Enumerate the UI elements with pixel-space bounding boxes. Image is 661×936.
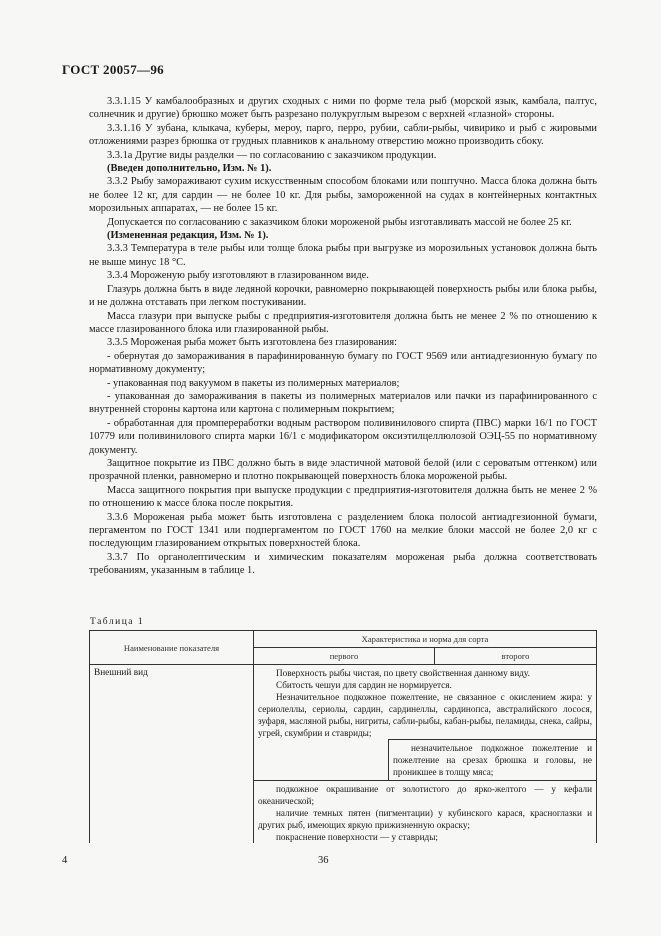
table-row-content [254,665,597,844]
paragraph: (Введен дополнительно, Изм. № 1). [107,163,272,175]
second-grade-cell [388,739,596,780]
paragraph: 3.3.7 По органолептическим и химическим показателям мороженая рыба должна соответствовать требованиям, указанным в таблице 1. [89,551,597,577]
table-caption: Таблица 1 [90,617,145,627]
document-body [89,95,597,578]
first-grade-line: наличие темных пятен (пигментации) у кубинского карася, красноглазки и других рыб, имеющих яркую прижизненную окраску; [258,808,592,830]
document-title: ГОСТ 20057—96 [62,62,164,77]
table-row-label: Внешний вид [90,665,254,844]
paragraph: 3.3.2 Рыбу замораживают сухим искусственным способом блоками или поштучно. Масса блока должна быть не более 12 кг, для сардин — не более 10 кг. Для рыбы, замороженной на судах в контейнерных контактных морозильных аппаратах, — не более 15 кг. [89,176,597,215]
paragraph: 3.3.1а Другие виды разделки — по согласованию с заказчиком продукции. [107,149,437,161]
paragraph: 3.3.3 Температура в теле рыбы или толще блока рыбы при выгрузке из морозильных установок должна быть не выше минус 18 °С. [89,243,597,268]
paragraph: - обернутая до замораживания в парафинированную бумагу по ГОСТ 9569 или антиадгезионную бумагу по нормативному документу; [89,350,597,376]
paragraph: (Измененная редакция, Изм. № 1). [107,230,269,242]
table-header-second-grade: второго [435,648,597,665]
second-grade-text: незначительное подкожное пожелтение и пожелтение на срезах брюшка и головы, не проникшее в толщу мяса; [393,743,592,777]
table-header-indicator: Наименование показателя [90,631,254,665]
first-grade-line: Незначительное подкожное пожелтение, не связанное с окислением жира: у сериолеллы, сериолы, сардин, сардинеллы, сардинопса, австралийского лосося, зуфаря, масляной рыбы, нигриты, сабли-рыбы, кабан-рыбы, пеламиды, снека, сайры, угрей, скумбрии и ставриды; [258,692,592,738]
margin-number: 4 [62,855,68,866]
table-header-group: Характеристика и норма для сорта [254,631,597,648]
paragraph: - упакованная под вакуумом в пакеты из полимерных материалов; [107,377,400,389]
first-grade-line: покраснение поверхности — у ставриды; [276,832,438,842]
paragraph: 3.3.4 Мороженую рыбу изготовляют в глазированном виде. [107,270,369,282]
requirements-table [89,630,597,843]
paragraph: 3.3.5 Мороженая рыба может быть изготовлена без глазирования: [107,337,398,349]
first-grade-line: Поверхность рыбы чистая, по цвету свойственная данному виду. [276,668,530,678]
paragraph: Допускается по согласованию с заказчиком блоки мороженой рыбы изготавливать массой не более 25 кг. [107,216,572,228]
paragraph: Масса глазури при выпуске рыбы с предприятия-изготовителя должна быть не менее 2 % по отношению к массе глазированного блока или глазированной рыбы. [89,310,597,335]
paragraph: Глазурь должна быть в виде ледяной корочки, равномерно покрывающей поверхность рыбы или блока рыбы, и не должна отставать при легком постукивании. [89,283,597,309]
paragraph: 3.3.6 Мороженая рыба может быть изготовлена с разделением блока полосой антиадгезионной бумаги, пергаментом по ГОСТ 1341 или подпергаментом по ГОСТ 1760 на мелкие блоки массой не более 2,0 кг с последующим глазированием открытых поверхностей блока. [89,511,597,550]
paragraph: Защитное покрытие из ПВС должно быть в виде эластичной матовой белой (или с сероватым оттенком) или прозрачной пленки, равномерно и плотно покрывающей поверхность блока мороженой рыбы. [89,457,597,483]
paragraph: - обработанная для промпереработки водным раствором поливинилового спирта (ПВС) марки 16/1 по ГОСТ 10779 или поливинилового спирта марки 16/1 с модификатором оксиэтилцеллюлозой ОЭЦ-55 по нормативному документу. [89,417,597,456]
paragraph: 3.3.1.16 У зубана, клыкача, куберы, мероу, парго, перро, рубии, сабли-рыбы, чивирико и рыб с жировыми отложениями разрез брюшка от грудных плавников к анальному отверстию можно производить сбоку. [89,122,597,148]
first-grade-line: подкожное окрашивание от золотистого до ярко-желтого — у кефали океанической; [258,784,592,806]
paragraph: Масса защитного покрытия при выпуске продукции с предприятия-изготовителя должна быть не менее 2 % по отношению к массе блока после покрытия. [89,484,597,510]
first-grade-line: Сбитость чешуи для сардин не нормируется. [276,680,452,690]
table-header-first-grade: первого [254,648,435,665]
paragraph: 3.3.1.15 У камбалообразных и других сходных с ними по форме тела рыб (морской язык, камбала, палтус, солнечник и другие) брюшко может быть разрезано полукруглым вырезом с верхней «глазной» стороны. [89,96,597,121]
page-number: 36 [318,855,329,866]
paragraph: - упакованная до замораживания в пакеты из полимерных материалов или пачки из парафинированного с внутренней стороны картона или картона с полимерным покрытием; [89,390,597,416]
